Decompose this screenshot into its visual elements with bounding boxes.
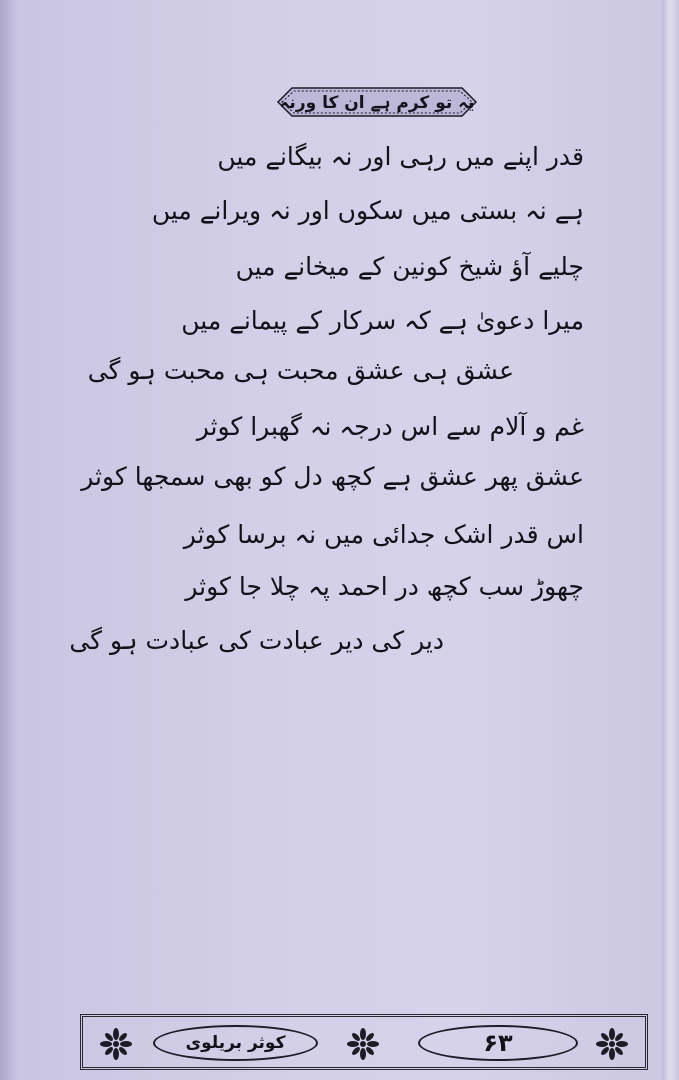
page-number-oval	[418, 1025, 578, 1061]
refrain-line: دیر کی دیر عبادت کی عبادت ہو گی	[69, 626, 444, 655]
page-number: ۶۳	[483, 1029, 513, 1057]
author-oval	[153, 1025, 318, 1061]
author-name: کوثر بریلوی	[185, 1033, 286, 1053]
verse-line: قدر اپنے میں رہی اور نہ بیگانے میں	[217, 142, 584, 171]
verse-line: چھوڑ سب کچھ در احمد پہ چلا جا کوثر	[185, 572, 584, 601]
page-footer	[80, 1014, 648, 1070]
refrain-line: عشق ہی عشق محبت ہی محبت ہو گی	[87, 356, 514, 385]
flower-ornament-icon	[595, 1027, 629, 1061]
flower-ornament-icon	[346, 1027, 380, 1061]
poem-heading: یہ تو کرم ہے ان کا ورنہ	[279, 92, 475, 113]
flower-ornament-icon	[99, 1027, 133, 1061]
verse-line: ہے نہ بستی میں سکوں اور نہ ویرانے میں	[151, 196, 584, 225]
page-spine-shadow	[0, 0, 18, 1080]
verse-line: اس قدر اشک جدائی میں نہ برسا کوثر	[183, 520, 584, 549]
page-edge	[662, 0, 679, 1080]
verse-line: عشق پھر عشق ہے کچھ دل کو بھی سمجھا کوثر	[81, 462, 584, 491]
verse-line: میرا دعویٰ ہے کہ سرکار کے پیمانے میں	[181, 306, 584, 335]
poem-heading-banner	[276, 84, 478, 120]
verse-line: غم و آلام سے اس درجہ نہ گھبرا کوثر	[196, 412, 584, 441]
verse-line: چلیے آؤ شیخ کونین کے میخانے میں	[235, 252, 584, 281]
